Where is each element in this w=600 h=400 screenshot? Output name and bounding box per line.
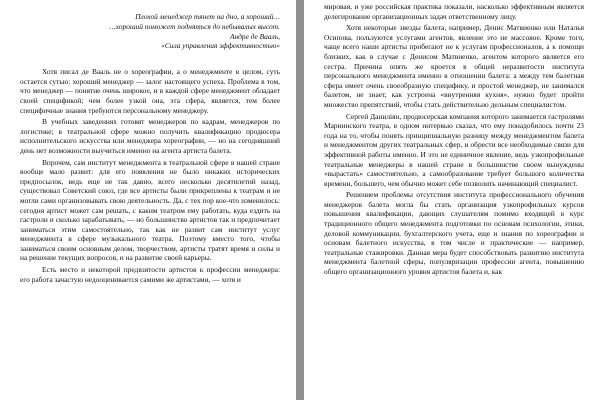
paragraph: Решением проблемы отсутствия института профессионального обучения менеджеров балета могла бы стать организация узкопрофильных курсов повышения квалификации, дающих слушателям помимо входящей в курс традиционного общего менеджмента подготовки по основам психологии, этики, деловой коммуникации, бухгалтерского учета, еще и знания по хореографии и основам балетного искусства, в том числе и практические — например, театральные стажировки. Данная мера будет способствовать развитию института менеджмента балетной сферы, популяризации профессии агента, повышению общего организационного уровня артистов балета и, как <box>324 190 584 277</box>
paragraph: Хотя писал де Вааль не о хореографии, а о менеджменте в целом, суть остается сутью: хороший менеджер — залог настоящего успеха. Проблема в том, что менеджер — понятие очень широкое, и в каждой сфере менеджмент обладает своей спецификой; чем более узкой она, эта сфера, является, тем более специфичные знания требуются персональному менеджеру. <box>20 67 280 115</box>
page-gap <box>296 0 304 400</box>
paragraph: Хотя некоторые звезды балета, например, Денис Матвиенко или Наталья Осипова, пользуются услугами агентов, явление это не массовое. Кроме того, чаще всего наши артисты прибегают не к услугам профессионалов, а к помощи близких, как в случае с Денисом Матвиенко, агентом которого является его сестра. Причина опять же кроется в общей неразвитости института персонального менеджмента именно в отношении балета: а между тем балетная сфера имеет очень своеобразную специфику, и простой менеджер, не занимался балетом, не знает, как устроена «внутренняя кухня», нужно будет пройти множество препятствий, чтобы стать действительно дельным специалистом. <box>324 23 584 109</box>
epigraph-line: …хороший поможет подняться до небывалых высот. <box>109 21 280 31</box>
epigraph <box>20 12 280 51</box>
paragraph: Сергей Даниліян, продюсерская компания которого занимается гастролями Мариинского театра, в одном интервью сказал, что ему понадобилось почти 23 года на то, чтобы понять принципиальную разницу между менеджментом балета и менеджментом других театральных сфер, и обрести все необходимые связи для эффективной работы именно. И это не единичное явление, ведь узкопрофильные театральные менеджеры в нашей стране в большинстве своем вынуждены «вырастать» самостоятельно, а самообразование требует большого количества времени, большего, чем обычно может себе позволить начинающий специалист. <box>324 111 584 188</box>
paragraph: мировая, и уже российская практика показали, насколько эффективным является делегирование организационных задач ответственному лицу. <box>324 2 584 21</box>
paragraph: Впрочем, сам институт менеджмента в театральной сфере в нашей стране вообще мало развит: для его появления не было никаких исторических предпосылок, ведь еще не так давно, всего несколько десятилетий назад, существовал Советский союз, где все артисты были прикреплены к театрам и не могли сами организовывать свою деятельность. Да, с тех пор кое-что изменилось: сегодня артист может сам решать, с каким театром ему работать, куда ездить на гастроли и сколько зарабатывать, — но большинство артистов так и предпочитает заниматься этим самостоятельно, так как не развит сам институт услуг менеджмента в сфере музыкального театра. Поэтому вместо того, чтобы заниматься своим основным делом, творчеством, артисты тратят время и силы и на решение текущих вопросов, и на развитие своей карьеры. <box>20 157 280 263</box>
paragraph: Есть место и некоторой предвзятости артистов к профессии менеджера: его работа зачастую недооценивается самими же артистами, — хотя и <box>20 265 280 284</box>
paragraph: В учебных заведениях готовят менеджеров по кадрам, менеджеров по логистике; в театральной сфере можно получить квалификацию продюсера исполнительского искусства или менеджера хореографии, — но на сегодняшний день нет возможности выучиться именно на агента артиста балета. <box>20 117 280 155</box>
right-page <box>304 0 600 400</box>
epigraph-line: Плохой менеджер тянет на дно, а хороший… <box>135 12 280 21</box>
epigraph-author: Андре де Вааль, <box>229 31 280 41</box>
left-page <box>0 0 296 400</box>
epigraph-source: «Сила управления эффективностью» <box>161 41 280 51</box>
